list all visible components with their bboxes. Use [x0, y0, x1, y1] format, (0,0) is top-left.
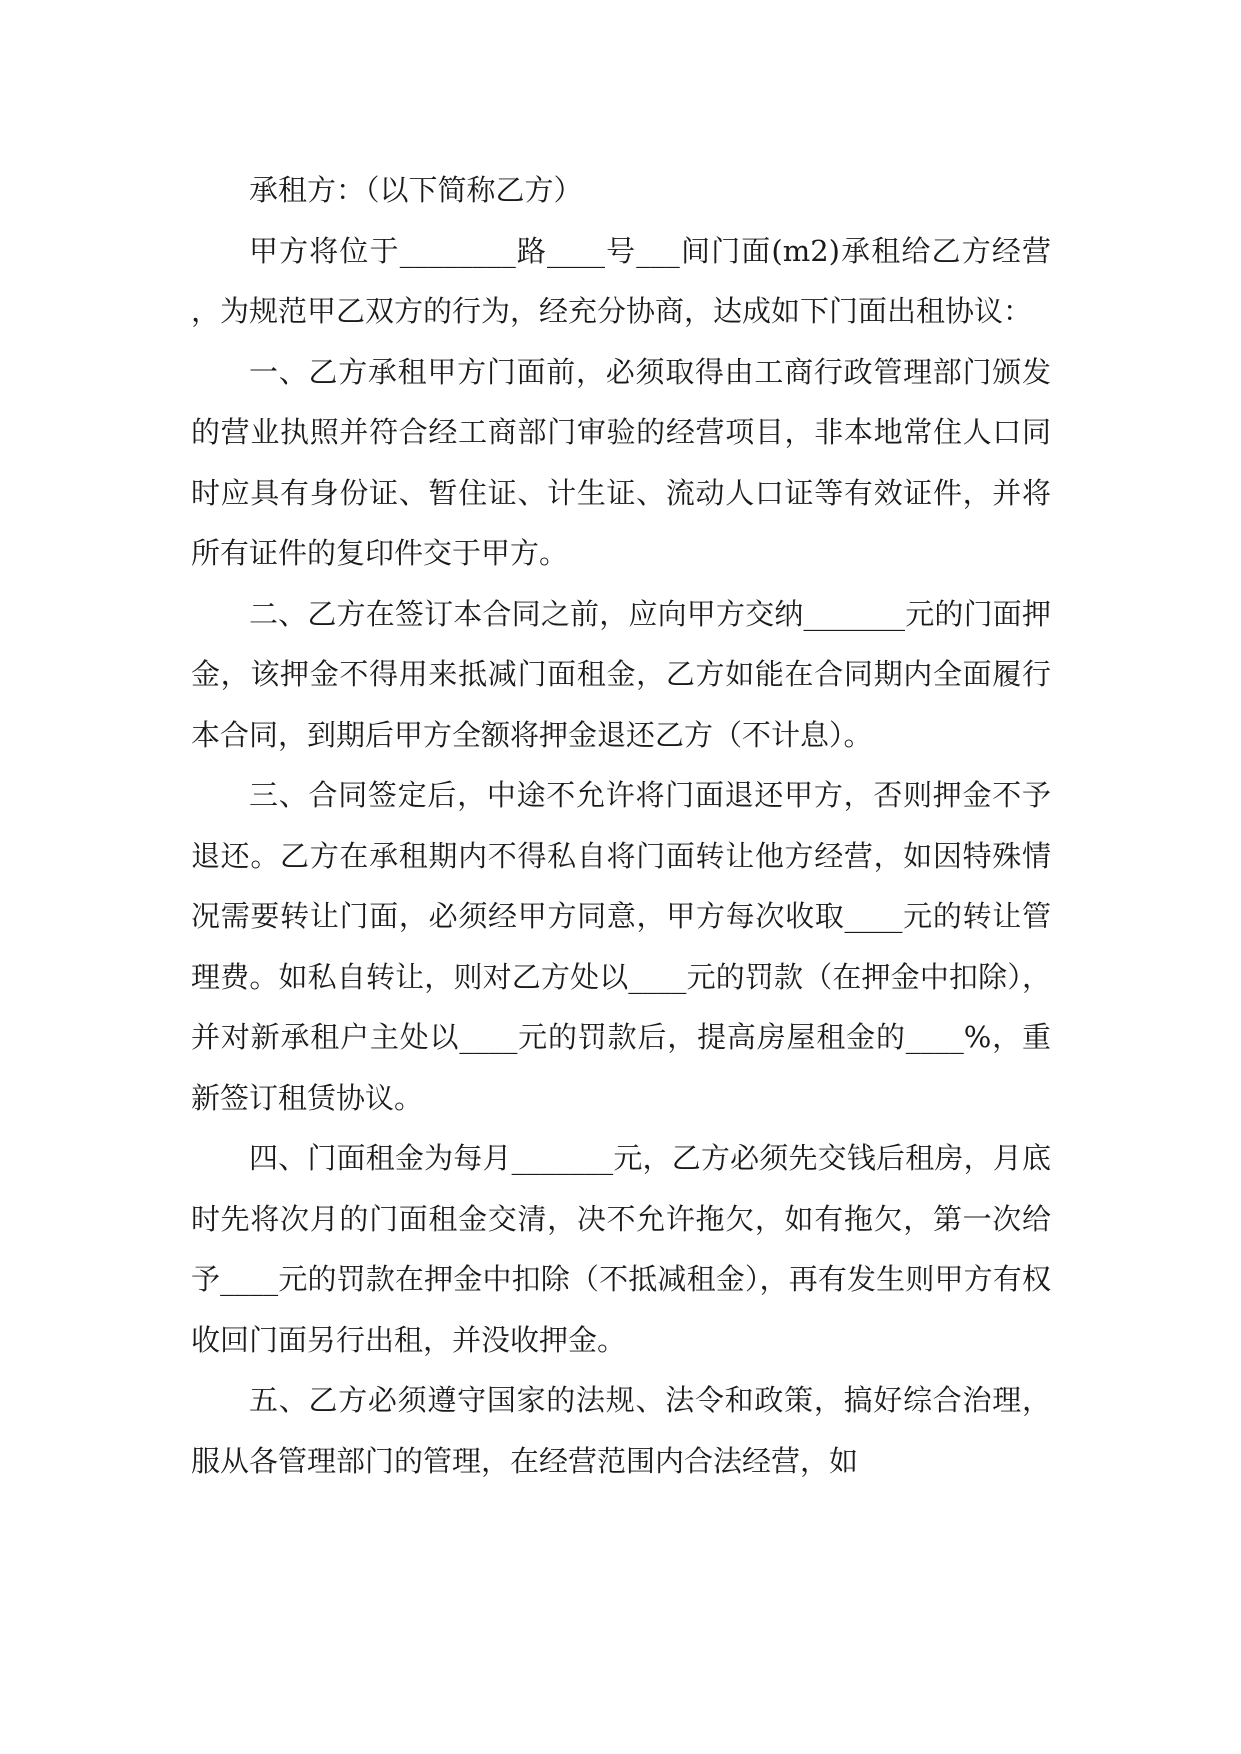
- paragraph-lessee: 承租方：（以下简称乙方）: [249, 173, 583, 207]
- paragraph-premises: 甲方将位于________路____号___间门面(m2)承租给乙方经营，为规范甲乙双方的行为，经充分协商，达成如下门面出租协议：: [191, 233, 1051, 328]
- paragraph-clause-5: 五、乙方必须遵守国家的法规、法令和政策，搞好综合治理，服从各管理部门的管理，在经营范围内合法经营，如: [191, 1383, 1051, 1478]
- paragraph-clause-3: 三、合同签定后，中途不允许将门面退还甲方，否则押金不予退还。乙方在承租期内不得私自将门面转让他方经营，如因特殊情况需要转让门面，必须经甲方同意，甲方每次收取____元的转让管理费。如私自转让，则对乙方处以____元的罚款（在押金中扣除），并对新承租户主处以____元的罚款后，提高房屋租金的____%，重新签订租赁协议。: [191, 778, 1051, 1115]
- paragraph-clause-1: 一、乙方承租甲方门面前，必须取得由工商行政管理部门颁发的营业执照并符合经工商部门审验的经营项目，非本地常住人口同时应具有身份证、暂住证、计生证、流动人口证等有效证件，并将所有证件的复印件交于甲方。: [191, 354, 1051, 570]
- paragraph-clause-2: 二、乙方在签订本合同之前，应向甲方交纳_______元的门面押金，该押金不得用来抵减门面租金，乙方如能在合同期内全面履行本合同，到期后甲方全额将押金退还乙方（不计息）。: [191, 596, 1051, 752]
- paragraph-clause-4: 四、门面租金为每月_______元，乙方必须先交钱后租房，月底时先将次月的门面租金交清，决不允许拖欠，如有拖欠，第一次给予____元的罚款在押金中扣除（不抵减租金），再有发生则甲方有权收回门面另行出租，并没收押金。: [191, 1141, 1051, 1357]
- document-body: [191, 160, 1051, 1491]
